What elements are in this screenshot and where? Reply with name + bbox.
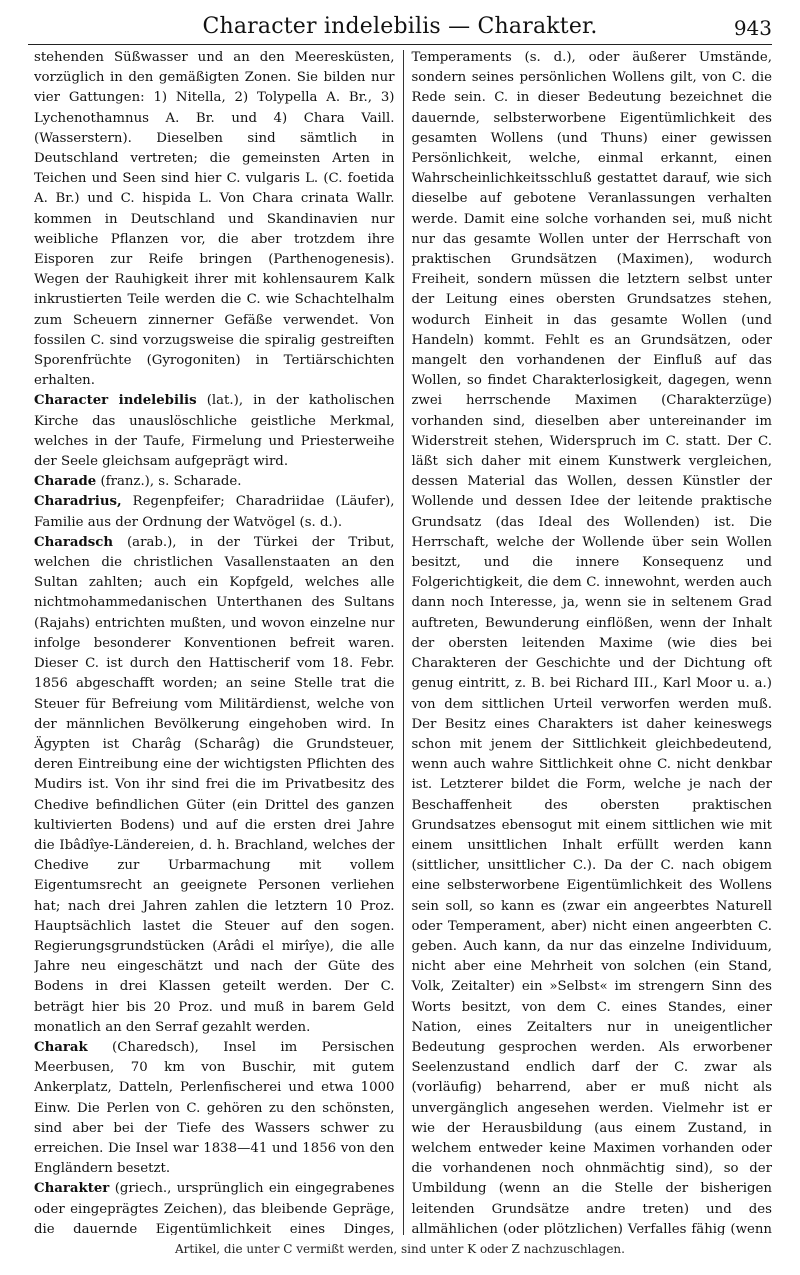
entry-text: Regenpfeifer; Charadriidae (Läufer), Familie aus der Ordnung der Watvögel (s. d.). [34,494,395,530]
right-column [403,48,772,1235]
entry-charade [34,472,395,492]
entry-text: (griech., ursprünglich ein eingegrabenes oder eingeprägtes Zeichen), das bleibende Gepräge, die dauernde Eigentümlichkeit eines Dinges, [34,1181,395,1235]
headword: Charade [34,474,97,490]
entry-charakter [34,1179,395,1235]
continued-entry-text: Temperaments (s. d.), oder äußerer Umstände, sondern seines persönlichen Wollens gilt, von C. die Rede sein. C. in dieser Bedeutung bezeichnet die dauernde, selbsterworbene Eigentümlichkeit des gesamten Wollens (und Thuns) einer gewissen Persönlichkeit, welche, einmal erkannt, einen Wahrscheinlichkeitsschluß gestattet darauf, wie sich dieselbe auf gebotene Veranlassungen verhalten werde. Damit eine solche vorhanden sei, muß nicht nur das gesamte Wollen unter der Herrschaft von praktischen Grundsätzen (Maximen), wodurch Freiheit, sondern müssen die letztern selbst unter der Leitung eines obersten Grundsatzes stehen, wodurch Einheit in das gesamte Wollen (und Handeln) kommt. Fehlt es an Grundsätzen, oder mangelt den vorhandenen der Einfluß auf das Wollen, so findet Charakterlosigkeit, dagegen, wenn zwei herrschende Maximen (Charakterzüge) vorhanden sind, dieselben aber untereinander im Widerstreit stehen, Widerspruch im C. statt. Der C. läßt sich daher mit einem Kunstwerk vergleichen, dessen Material das Wollen, dessen Künstler der Wollende und dessen Idee der leitende praktische Grundsatz (das Ideal des Wollenden) ist. Die Herrschaft, welche der Wollende über sein Wollen besitzt, und die innere Konsequenz und Folgerichtigkeit, die dem C. innewohnt, werden auch dann noch Interesse, ja, wenn sie in seltenem Grad auftreten, Bewunderung einflößen, wenn der Inhalt der obersten leitenden Maxime (wie dies bei Charakteren der Geschichte und der Dichtung oft genug eintritt, z. B. bei Richard III., Karl Moor u. a.) von dem sittlichen Urteil verworfen werden muß. Der Besitz eines Charakters ist daher keineswegs schon mit jenem der Sittlichkeit gleichbedeutend, wenn auch wahre Sittlichkeit ohne C. nicht denkbar ist. Letzterer bildet die Form, welche je nach der Beschaffenheit des obersten praktischen Grundsatzes ebensogut mit einem sittlichen wie mit einem unsittlichen Inhalt erfüllt werden kann (sittlicher, unsittlicher C.). Da der C. nach obigem eine selbsterworbene Eigentümlichkeit des Wollens sein soll, so kann es (zwar ein angeerbtes Naturell oder Temperament, aber) nicht einen angeerbten C. geben. Auch kann, da nur das einzelne Individuum, nicht aber eine Mehrheit von solchen (ein Stand, Volk, Zeitalter) ein »Selbst« im strengern Sinn des Worts besitzt, von dem C. eines Standes, einer Nation, eines Zeitalters nur in uneigentlicher Bedeutung gesprochen werden. Als erworbener Seelenzustand endlich darf der C. zwar als (vorläufig) beharrend, aber er muß nicht als unvergänglich angesehen werden. Vielmehr ist er wie der Herausbildung (aus einem Zustand, in welchem entweder keine Maximen vorhanden oder die vorhandenen noch ohnmächtig sind), so der Umbildung (wenn an die Stelle der bisherigen leitenden Grundsätze andre treten) und des allmählichen (oder plötzlichen) Verfalles fähig (wenn [411,50,772,1235]
text-columns [34,48,772,1235]
entry-text: (arab.), in der Türkei der Tribut, welchen die christlichen Vasallenstaaten an den Sultan zahlten; auch ein Kopfgeld, welches alle nichtmohammedanischen Unterthanen des Sultans (Rajahs) entrichten mußten, und wovon einzelne nur infolge besonderer Konventionen befreit waren. Dieser C. ist durch den Hattischerif vom 18. Febr. 1856 abgeschafft worden; an seine Stelle trat die Steuer für Befreiung vom Militärdienst, welche von der männlichen Bevölkerung eingehoben wird. In Ägypten ist Charâg (Scharâg) die Grundsteuer, deren Eintreibung eine der wichtigsten Pflichten des Mudirs ist. Von ihr sind frei die im Privatbesitz des Chedive befindlichen Güter (ein Drittel des ganzen kultivierten Bodens) und auf die ersten drei Jahre die Ibâdîye-Ländereien, d. h. Brachland, welches der Chedive zur Urbarmachung mit vollem Eigentumsrecht an geeignete Personen verliehen hat; nach drei Jahren zahlen die letztern 10 Proz. Hauptsächlich lastet die Steuer auf den sogen. Regierungsgrundstücken (Arâdi el mirîye), die alle Jahre neu eingeschätzt und nach der Güte des Bodens in drei Klassen geteilt werden. Der C. beträgt hier bis 20 Proz. und muß in barem Geld monatlich an den Serraf gezahlt werden. [34,534,395,1035]
running-title: Character indelebilis — Charakter. [202,14,598,39]
headword: Character indelebilis [34,393,197,409]
headword: Charadrius, [34,494,122,510]
headword: Charakter [34,1181,110,1197]
page-number: 943 [733,16,772,40]
entry-character-indelebilis [34,391,395,472]
entry-charadrius [34,492,395,532]
page-header [28,10,772,45]
left-column [34,48,403,1235]
entry-text: (lat.), in der katholischen Kirche das unauslöschliche geistliche Merkmal, welches in der Taufe, Firmelung und Priesterweihe der Seele gleichsam aufgeprägt wird. [34,393,395,470]
entry-text: (Charedsch), Insel im Persischen Meerbusen, 70 km von Buschir, mit gutem Ankerplatz, Datteln, Perlenfischerei und etwa 1000 Einw. Die Perlen von C. gehören zu den schönsten, sind aber bei der Tiefe des Wassers schwer zu erreichen. Die Insel war 1838—41 und 1856 von den Engländern besetzt. [34,1039,395,1177]
headword: Charadsch [34,534,114,550]
entry-charak [34,1038,395,1179]
continued-entry-text: stehenden Süßwasser und an den Meeresküsten, vorzüglich in den gemäßigten Zonen. Sie bilden nur vier Gattungen: 1) Nitella, 2) Tolypella A. Br., 3) Lychenothamnus A. Br. und 4) Chara Vaill. (Wasserstern). Dieselben sind sämtlich in Deutschland vertreten; die gemeinsten Arten in Teichen und Seen sind hier C. vulgaris L. (C. foetida A. Br.) und C. hispida L. Von Chara crinata Wallr. kommen in Deutschland und Skandinavien nur weibliche Pflanzen vor, die aber trotzdem ihre Eisporen zur Reife bringen (Parthenogenesis). Wegen der Rauhigkeit ihrer mit kohlensaurem Kalk inkrustierten Teile werden die C. wie Schachtelhalm zum Scheuern zinnerner Gefäße verwendet. Von fossilen C. sind vorzugsweise die spiralig gestreiften Sporenfrüchte (Gyrogoniten) in Tertiärschichten erhalten. [34,50,395,389]
headword: Charak [34,1039,88,1055]
footer-note: Artikel, die unter C vermißt werden, sind unter K oder Z nachzuschlagen. [175,1242,625,1256]
entry-charadsch [34,533,395,1038]
entry-text: (franz.), s. Scharade. [96,474,242,490]
